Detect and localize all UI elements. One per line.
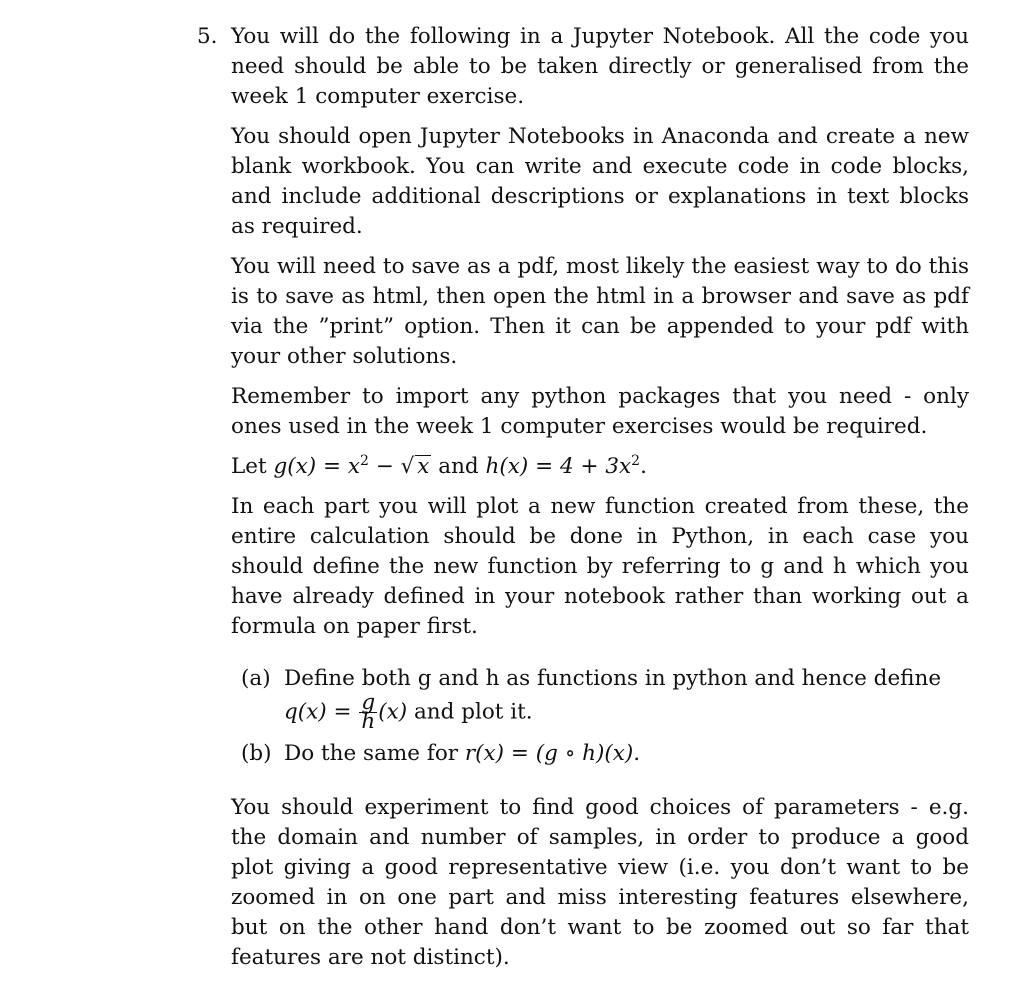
- q-rhs: (x): [378, 699, 408, 725]
- part-a: [231, 664, 969, 734]
- question-number: 5.: [197, 24, 218, 49]
- q-lhs: q(x) =: [284, 699, 359, 725]
- sqrt-argument: x: [417, 454, 430, 479]
- question-5: [197, 22, 969, 983]
- paragraph-experiment: You should experiment to find good choices of parameters - e.g. the domain and number of samples, in order to produce a good plot giving a good representative view (i.e. you don’t want to be zoomed in on one part and miss interesting features elsewhere, but on the other hand don’t want to be zoomed out so far that features are not distinct).: [231, 795, 969, 970]
- part-b-instruction: Do the same for: [284, 741, 465, 766]
- part-b-period: .: [633, 741, 641, 766]
- question-parts: [231, 664, 969, 769]
- part-a-label: (a): [241, 666, 271, 691]
- g-definition: $g(x) = x^2$: [273, 453, 369, 479]
- part-a-tail: and plot it.: [407, 699, 533, 725]
- part-b-label: (b): [241, 741, 272, 766]
- h-definition: $h(x) = 4 + 3x^2$: [485, 453, 641, 479]
- g-over-h-fraction: $\frac{g}{h}$: [361, 690, 376, 734]
- paragraph-save-pdf: You will need to save as a pdf, most likely the easiest way to do this is to save as html, then open the html in a browser and save as pdf via the ”print” option. Then it can be appended to your pdf with your other solutions.: [231, 254, 969, 369]
- part-b-text: [284, 739, 969, 769]
- part-a-text: [284, 664, 969, 734]
- paragraph-instructions: In each part you will plot a new function created from these, the entire calculation should be done in Python, in each case you should define the new function by referring to g and h which you have already defined in your notebook rather than working out a formula on paper first.: [231, 494, 969, 639]
- let-period: .: [640, 454, 647, 479]
- question-body: [231, 22, 969, 973]
- let-word: Let: [231, 454, 267, 479]
- paragraph-anaconda: You should open Jupyter Notebooks in Anaconda and create a new blank workbook. You can write and execute code in code blocks, and include additional descriptions or explanations in text blocks as required.: [231, 124, 969, 239]
- sqrt-symbol: √: [400, 454, 415, 479]
- paragraph-intro-jupyter: You will do the following in a Jupyter Notebook. All the code you need should be able to be taken directly or generalised from the week 1 computer exercise.: [231, 24, 969, 109]
- and-word: and: [431, 454, 486, 479]
- r-composition: r(x) = (g ∘ h)(x): [464, 741, 634, 766]
- part-b: [231, 739, 969, 769]
- paragraph-imports: Remember to import any python packages that you need - only ones used in the week 1 computer exercises would be required.: [231, 384, 969, 439]
- minus-sign: −: [368, 454, 401, 479]
- function-definitions: [231, 452, 969, 482]
- part-a-instruction: Define both g and h as functions in python and hence define: [284, 666, 942, 691]
